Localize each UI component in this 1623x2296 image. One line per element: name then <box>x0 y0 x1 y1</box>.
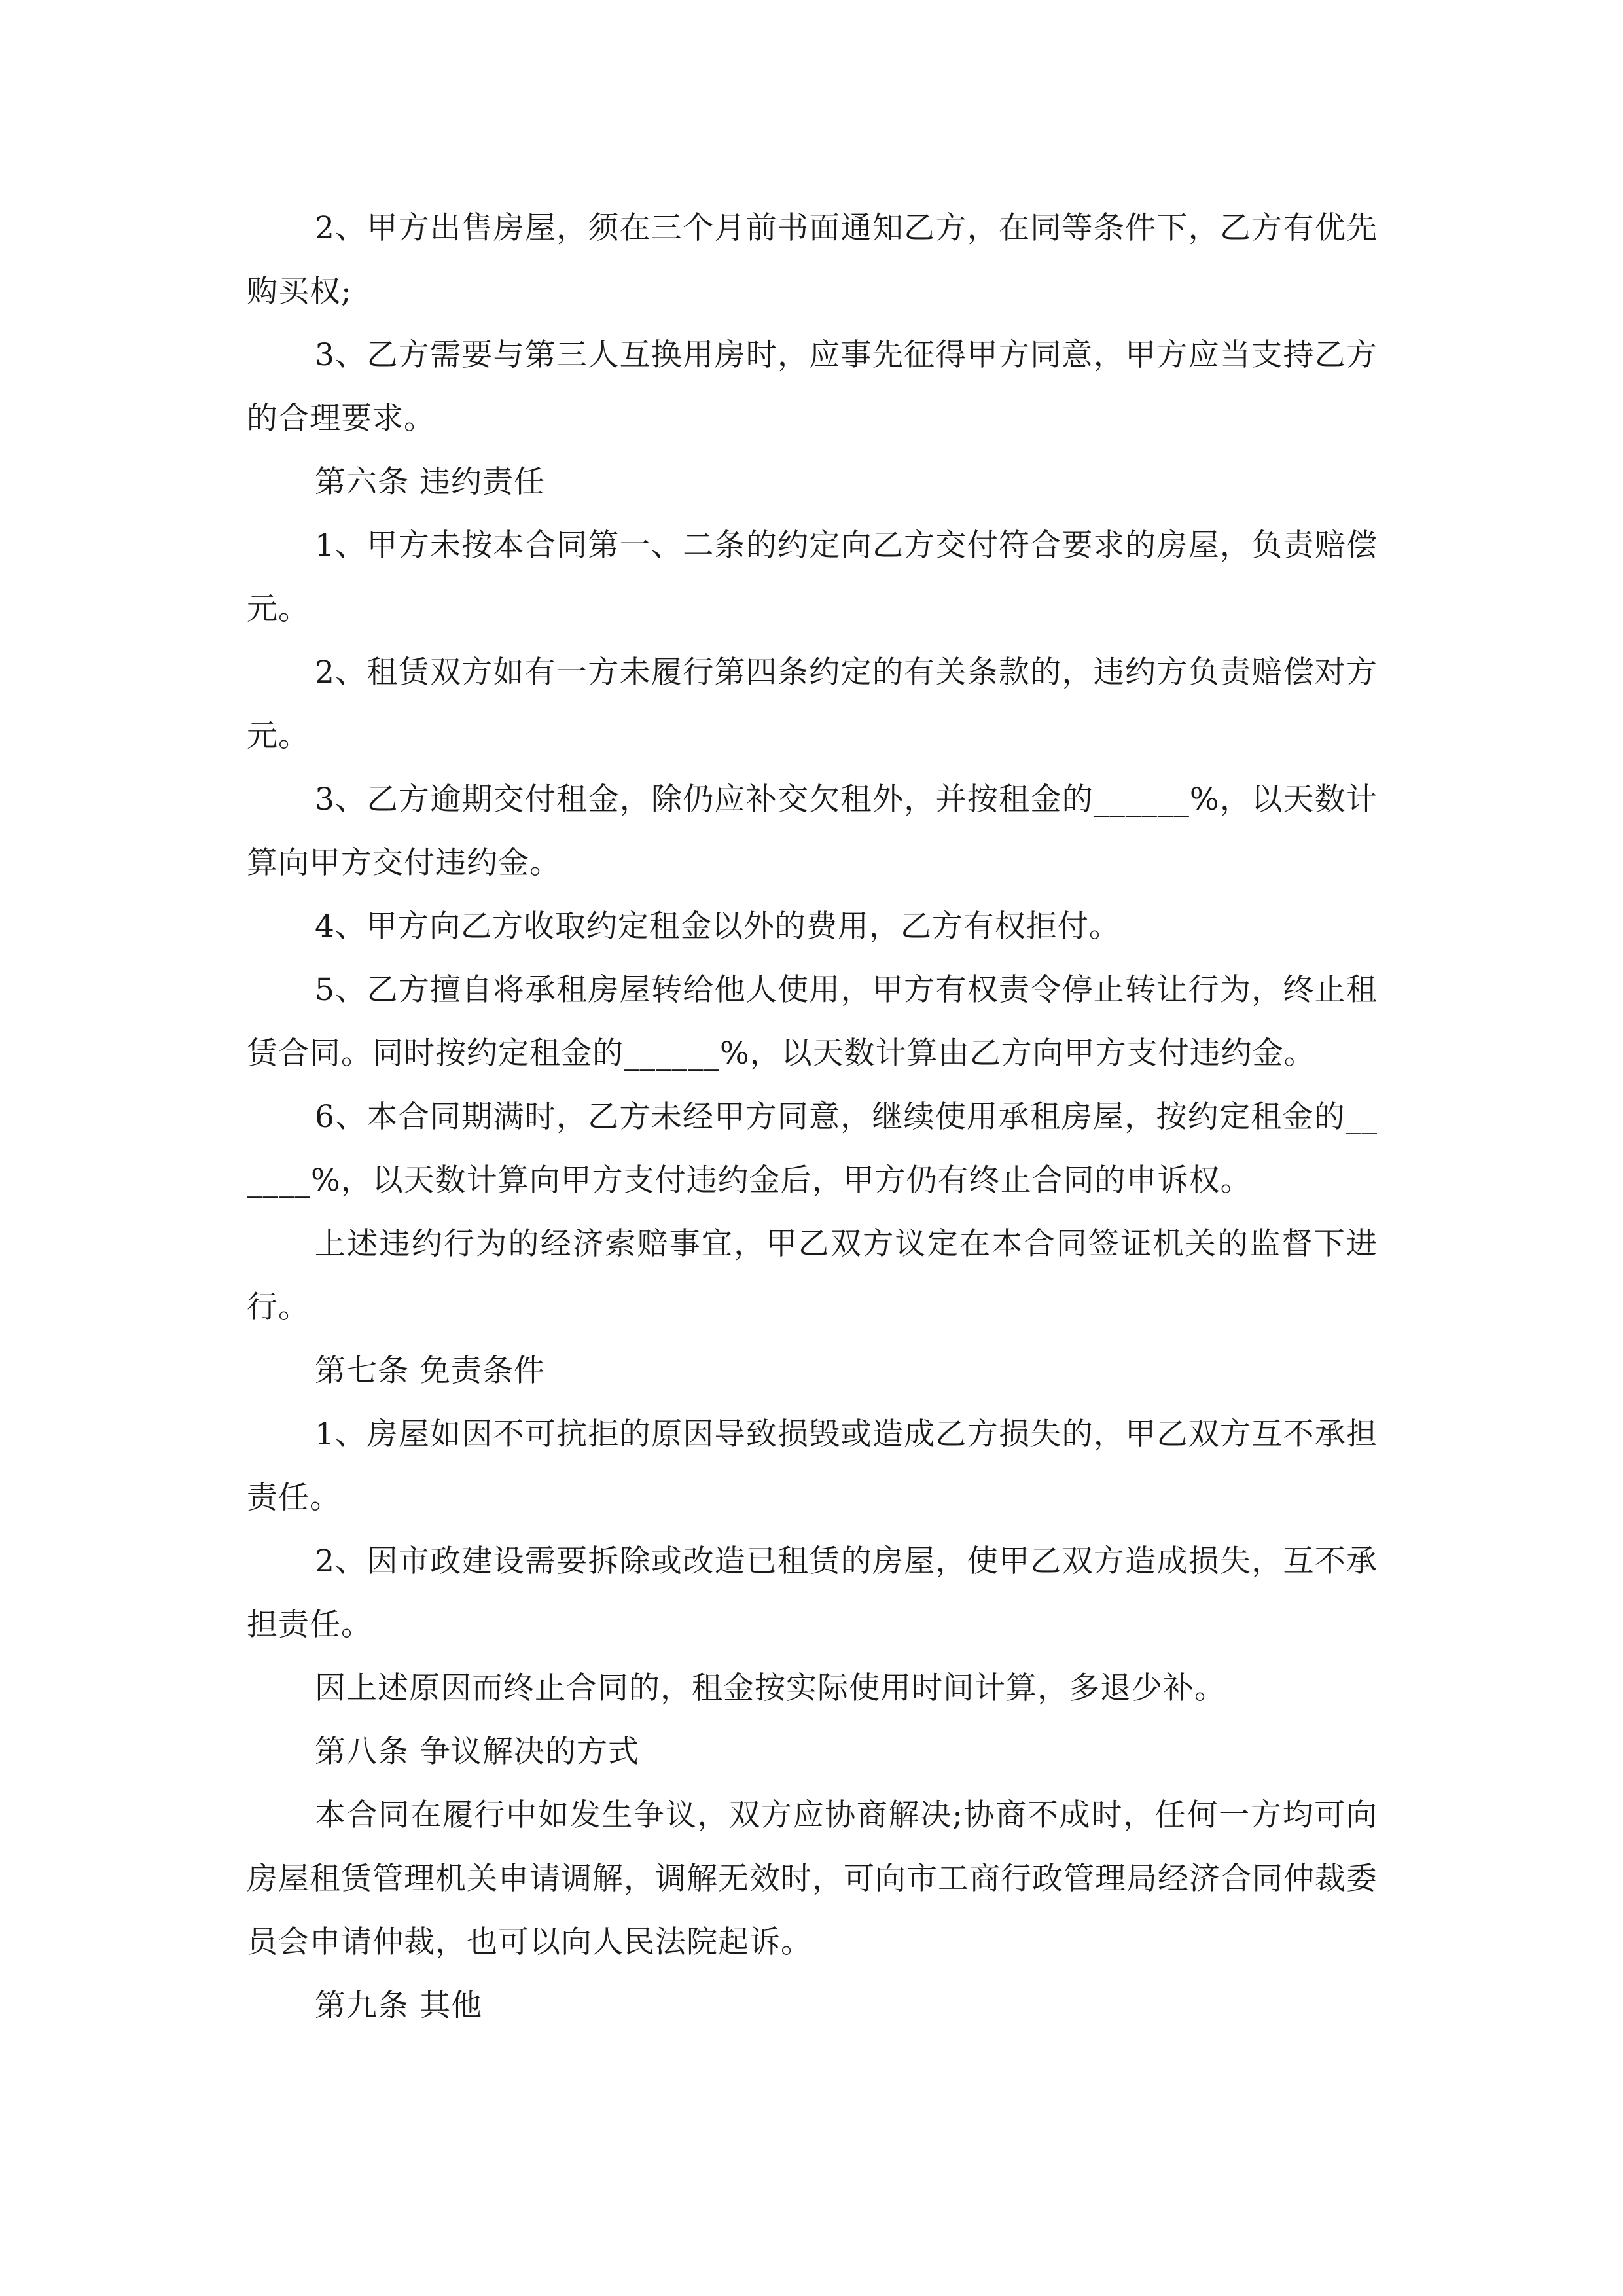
clause-9-heading: 第九条 其他 <box>315 1988 482 2024</box>
clause-7-item-2: 2、因市政建设需要拆除或改造已租赁的房屋，使甲乙双方造成损失，互不承担责任。 <box>247 1543 1378 1643</box>
clause-6-item-2: 2、租赁双方如有一方未履行第四条约定的有关条款的，违约方负责赔偿对方元。 <box>247 655 1378 754</box>
clause-7-item-1: 1、房屋如因不可抗拒的原因导致损毁或造成乙方损失的，甲乙双方互不承担责任。 <box>247 1416 1378 1516</box>
clause-7-heading: 第七条 免责条件 <box>315 1353 545 1389</box>
clause-6-item-1: 1、甲方未按本合同第一、二条的约定向乙方交付符合要求的房屋，负责赔偿元。 <box>247 528 1378 627</box>
clause-8-body: 本合同在履行中如发生争议，双方应协商解决;协商不成时，任何一方均可向房屋租赁管理机关申请调解，调解无效时，可向市工商行政管理局经济合同仲裁委员会申请仲裁，也可以向人民法院起诉。 <box>247 1797 1378 1960</box>
clause-8-heading: 第八条 争议解决的方式 <box>315 1734 639 1770</box>
clause-6-item-5: 5、乙方擅自将承租房屋转给他人使用，甲方有权责令停止转让行为，终止租赁合同。同时按约定租金的______%，以天数计算由乙方向甲方支付违约金。 <box>247 972 1378 1071</box>
clause-6-summary: 上述违约行为的经济索赔事宜，甲乙双方议定在本合同签证机关的监督下进行。 <box>247 1226 1378 1325</box>
clause-5-item-2: 2、甲方出售房屋，须在三个月前书面通知乙方，在同等条件下，乙方有优先购买权; <box>247 210 1378 310</box>
clause-5-item-3: 3、乙方需要与第三人互换用房时，应事先征得甲方同意，甲方应当支持乙方的合理要求。 <box>247 337 1378 437</box>
document-page <box>247 196 1378 2037</box>
clause-7-summary: 因上述原因而终止合同的，租金按实际使用时间计算，多退少补。 <box>315 1670 1226 1706</box>
clause-6-heading: 第六条 违约责任 <box>315 464 545 500</box>
clause-6-item-6: 6、本合同期满时，乙方未经甲方同意，继续使用承租房屋，按约定租金的______%，以天数计算向甲方支付违约金后，甲方仍有终止合同的申诉权。 <box>247 1099 1378 1198</box>
clause-6-item-4: 4、甲方向乙方收取约定租金以外的费用，乙方有权拒付。 <box>315 908 1120 944</box>
clause-6-item-3: 3、乙方逾期交付租金，除仍应补交欠租外，并按租金的______%，以天数计算向甲方交付违约金。 <box>247 781 1378 881</box>
